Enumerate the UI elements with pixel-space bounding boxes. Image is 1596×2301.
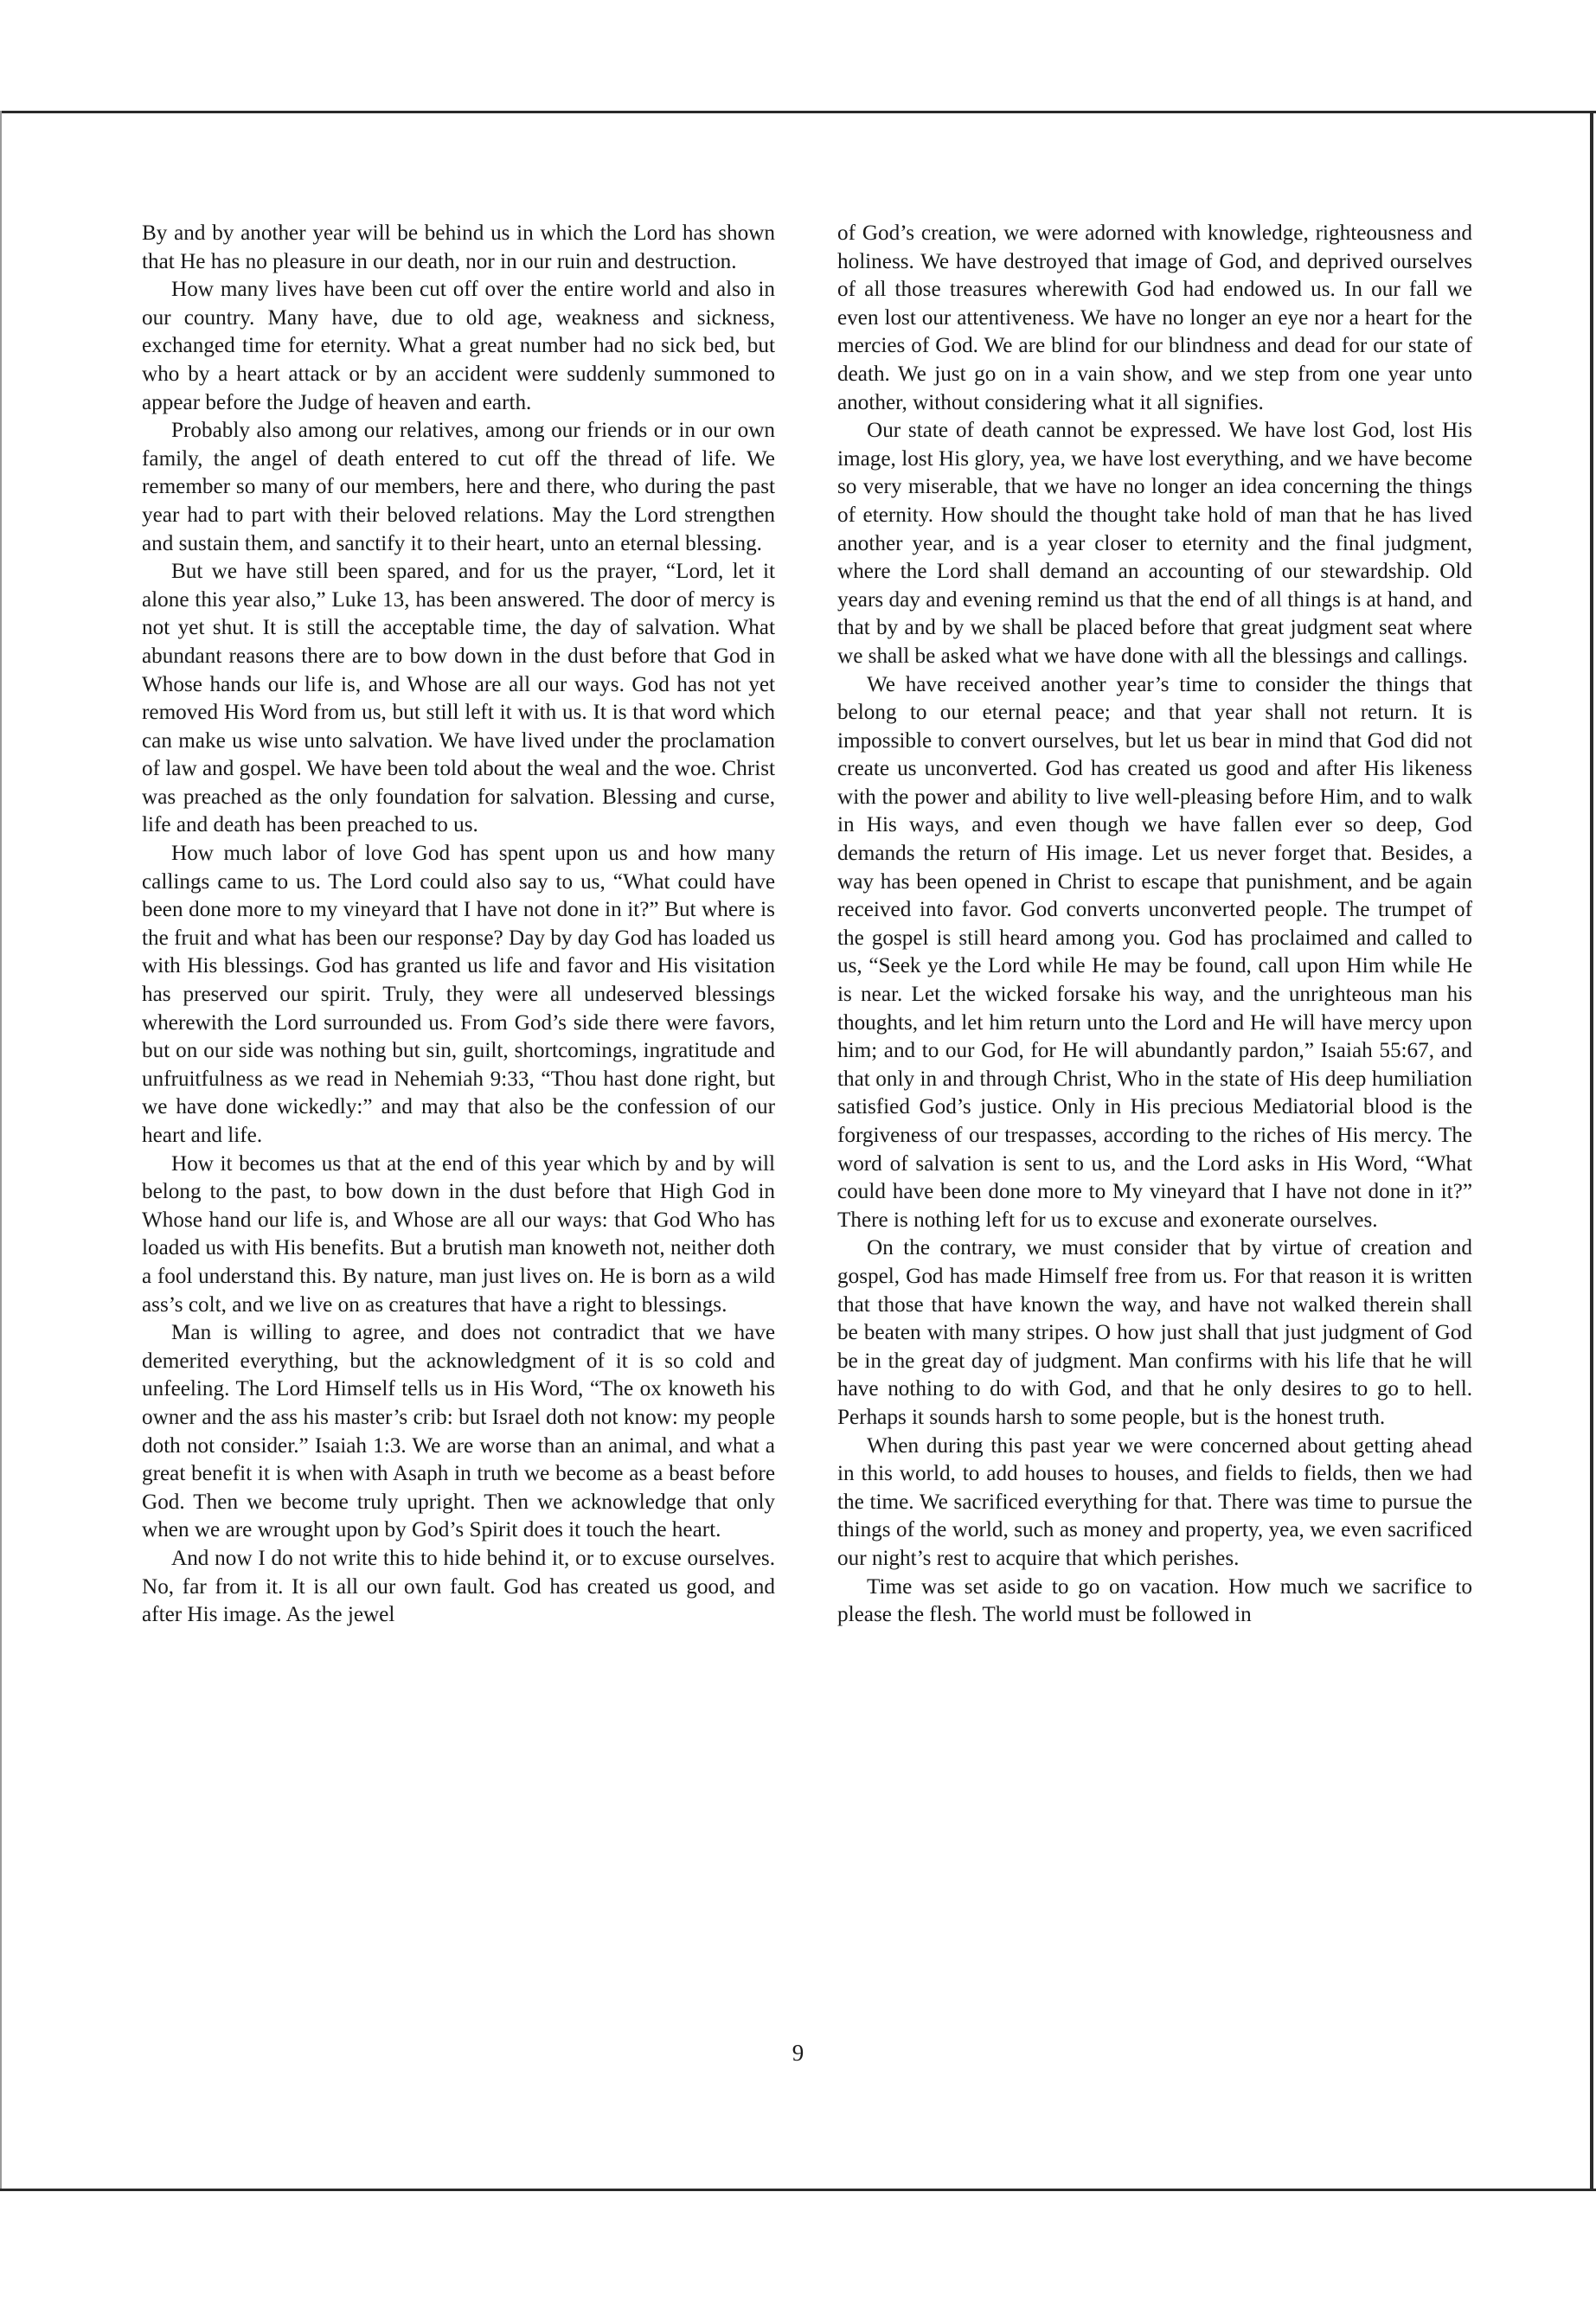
scan-border-bottom xyxy=(0,2189,1596,2191)
paragraph: Time was set aside to go on vacation. How much we sacrifice to please the flesh. The world must be followed in xyxy=(837,1574,1472,1627)
scan-border-right xyxy=(1590,111,1593,2191)
paragraph: of God’s creation, we were adorned with knowledge, righteousness and holiness. We have destroyed that image of God, and deprived ourselves of all those treasures wherewith God had endowed us. In our fall we even lost our attentiveness. We have no longer an eye nor a heart for the mercies of God. We are blind for our blindness and dead for our state of death. We just go on in a vain show, and we step from one year unto another, without considering what it all signifies. xyxy=(837,221,1472,414)
paragraph: How it becomes us that at the end of this year which by and by will belong to the past, to bow down in the dust before that High God in Whose hand our life is, and Whose are all our ways: that God Who has loaded us with His benefits. But a brutish man knoweth not, neither doth a fool understand this. By nature, man just lives on. He is born as a wild ass’s colt, and we live on as creatures that have a right to blessings. xyxy=(142,1151,775,1317)
paragraph: How much labor of love God has spent upon us and how many callings came to us. The Lord could also say to us, “What could have been done more to my vineyard that I have not done in it?” But where is the fruit and what has been our response? Day by day God has loaded us with His blessings. God has granted us life and favor and His visitation has preserved our spirit. Truly, they were all undeserved blessings wherewith the Lord surrounded us. From God’s side there were favors, but on our side was nothing but sin, guilt, shortcomings, ingratitude and unfruitfulness as we read in Nehemiah 9:33, “Thou hast done right, but we have done wickedly:” and may that also be the confession of our heart and life. xyxy=(142,842,775,1147)
left-column xyxy=(142,220,775,1630)
paragraph: When during this past year we were concerned about getting ahead in this world, to add houses to houses, and fields to fields, then we had the time. We sacrificed everything for that. There was time to pursue the things of the world, such as money and property, yea, we even sacrificed our night’s rest to acquire that which perishes. xyxy=(837,1433,1472,1570)
paragraph: But we have still been spared, and for us the prayer, “Lord, let it alone this year also,” Luke 13, has been answered. The door of mercy is not yet shut. It is still the acceptable time, the day of salvation. What abundant reasons there are to bow down in the dust before that God in Whose hands our life is, and Whose are all our ways. God has not yet removed His Word from us, but still left it with us. It is that word which can make us wise unto salvation. We have lived under the proclamation of law and gospel. We have been told about the weal and the woe. Christ was preached as the only foundation for salvation. Blessing and curse, life and death has been preached to us. xyxy=(142,560,775,837)
paragraph: We have received another year’s time to consider the things that belong to our eternal peace; and that year shall not return. It is impossible to convert ourselves, but let us bear in mind that God did not create us unconverted. God has created us good and after His likeness with the power and ability to live well-pleasing before Him, and to walk in His ways, and even though we have fallen ever so deep, God demands the return of His image. Let us never forget that. Besides, a way has been opened in Christ to escape that punishment, and be again received into favor. God converts unconverted people. The trumpet of the gospel is still heard among you. God has proclaimed and called to us, “Seek ye the Lord while He may be found, call upon Him while He is near. Let the wicked forsake his way, and the unrighteous man his thoughts, and let him return unto the Lord and He will have mercy upon him; and to our God, for He will abundantly pardon,” Isaiah 55:67, and that only in and through Christ, Who in the state of His deep humiliation satisfied God’s justice. Only in His precious Mediatorial blood is the forgiveness of our trespasses, according to the riches of His mercy. The word of salvation is sent to us, and the Lord asks in His Word, “What could have been done more to My vineyard that I have not done in it?” There is nothing left for us to excuse and exonerate ourselves. xyxy=(837,672,1472,1232)
paragraph: How many lives have been cut off over the entire world and also in our country. Many have, due to old age, weakness and sickness, exchanged time for eternity. What a great number had no sick bed, but who by a heart attack or by an accident were suddenly summoned to appear before the Judge of heaven and earth. xyxy=(142,278,775,414)
page-number: 9 xyxy=(792,2040,804,2066)
paragraph: By and by another year will be behind us in which the Lord has shown that He has no pleasure in our death, nor in our ruin and destruction. xyxy=(142,221,775,273)
right-column xyxy=(837,220,1472,1630)
paragraph: On the contrary, we must consider that by virtue of creation and gospel, God has made Himself free from us. For that reason it is written that those that have known the way, and have not walked therein shall be beaten with many stripes. O how just shall that just judgment of God be in the great day of judgment. Man confirms with his life that he will have nothing to do with God, and that he only desires to go to hell. Perhaps it sounds harsh to some people, but is the honest truth. xyxy=(837,1236,1472,1429)
paragraph: And now I do not write this to hide behind it, or to excuse ourselves. No, far from it. It is all our own fault. God has created us good, and after His image. As the jewel xyxy=(142,1546,775,1627)
paragraph: Probably also among our relatives, among our friends or in our own family, the angel of death entered to cut off the thread of life. We remember so many of our members, here and there, who during the past year had to part with their beloved relations. May the Lord strengthen and sustain them, and sanctify it to their heart, unto an eternal blessing. xyxy=(142,419,775,555)
scan-border-top xyxy=(0,111,1596,113)
paragraph: Our state of death cannot be expressed. We have lost God, lost His image, lost His glory, yea, we have lost everything, and we have become so very miserable, that we have no longer an idea concerning the things of eternity. How should the thought take hold of man that he has lived another year, and is a year closer to eternity and the final judgment, where the Lord shall demand an accounting of our stewardship. Old years day and evening remind us that the end of all things is at hand, and that by and by we shall be placed before that great judgment seat where we shall be asked what we have done with all the blessings and callings. xyxy=(837,419,1472,668)
paragraph: Man is willing to agree, and does not contradict that we have demerited everything, but the acknowledgment of it is so cold and unfeeling. The Lord Himself tells us in His Word, “The ox knoweth his owner and the ass his master’s crib: but Israel doth not know: my people doth not consider.” Isaiah 1:3. We are worse than an animal, and what a great benefit it is when with Asaph in truth we become as a beast before God. Then we become truly upright. Then we acknowledge that only when we are wrought upon by God’s Spirit does it touch the heart. xyxy=(142,1321,775,1542)
scan-border-left xyxy=(0,111,2,2191)
